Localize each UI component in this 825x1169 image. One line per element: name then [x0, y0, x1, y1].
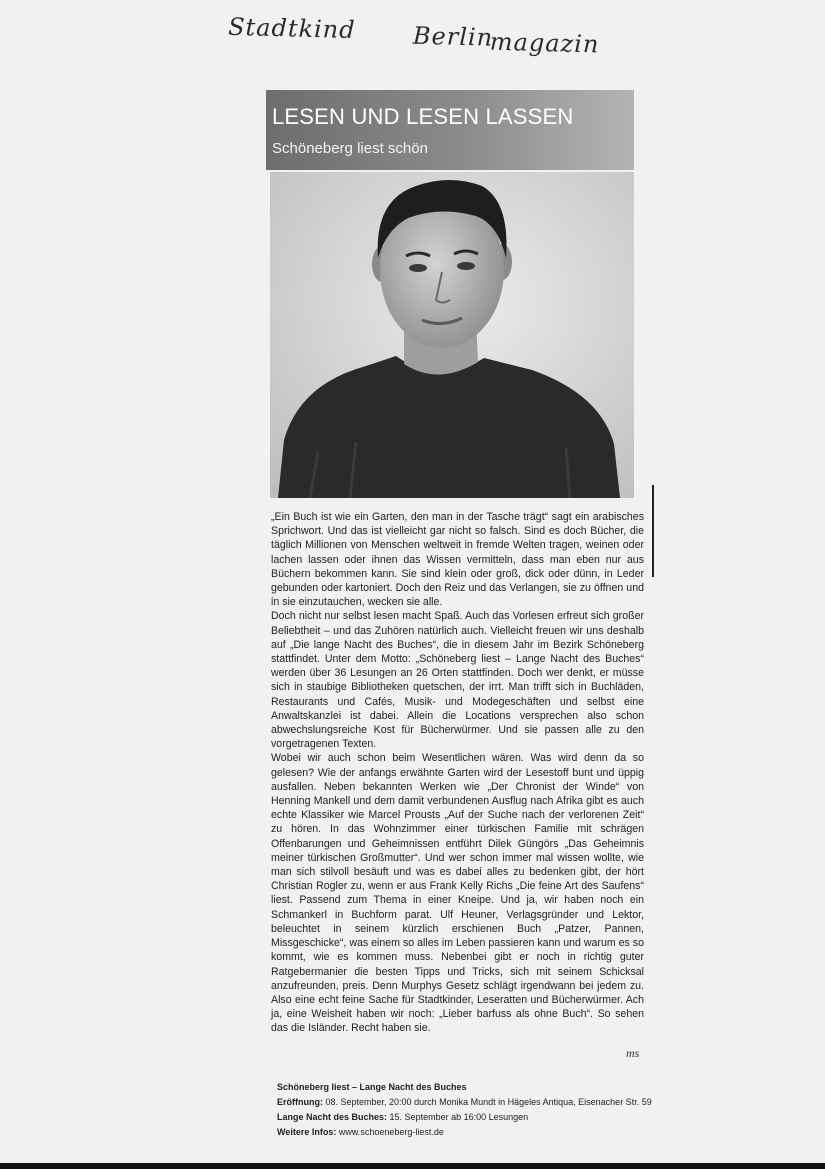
handwritten-note	[227, 7, 628, 65]
article-header	[266, 90, 634, 170]
article-paragraph: „Ein Buch ist wie ein Garten, den man in der Tasche trägt“ sagt ein arabisches Sprichwort. Und das ist vielleicht gar nicht so falsch. Sind es doch Bücher, die täglich Millionen von Menschen weltweit in fremde Welten tragen, weinen oder lachen lassen oder ihnen das Wissen vermitteln, dass man eben nur aus Büchern bekommen kann. Sie sind klein oder groß, dick oder dünn, in Leder gebunden oder kartoniert. Doch den Reiz und das Verlangen, sie zu öffnen und in sie einzutauchen, wecken sie alle.	[271, 511, 644, 609]
night-value: 15. September ab 16:00 Lesungen	[389, 1112, 529, 1122]
event-opening	[277, 1095, 652, 1110]
article-title: LESEN UND LESEN LASSEN	[272, 104, 574, 129]
article-subtitle: Schöneberg liest schön	[272, 140, 428, 157]
portrait-photo	[270, 172, 634, 498]
article-paragraph: Wobei wir auch schon beim Wesentlichen wären. Was wird denn da so gelesen? Wie der anfangs erwähnte Garten wird der Lesestoff bunt und üppig ausfallen. Neben bekannten Werken wie „Der Chronist der Winde“ von Henning Mankell und dem damit verbundenen Ausflug nach Afrika gibt es auch echte Klassiker wie Marcel Prousts „Auf der Suche nach der verlorenen Zeit“ zu hören. In das Wohnzimmer einer türkischen Familie mit schrägen Offenbarungen und Geheimnissen entführt Dilek Güngörs „Das Geheimnis meiner türkischen Großmutter“. Und wer schon immer mal wissen wollte, wie man sich stilvoll besäuft und was es dabei alles zu bedenken gibt, der hört Christian Rogler zu, wenn er aus Frank Kelly Richs „Die feine Art des Saufens“ liest. Passend zum Thema in einer Kneipe. Und ja, wir haben noch ein Schmankerl in Buchform parat. Ulf Heuner, Verlagsgründer und Lektor, beleuchtet in seinem kürzlich erschienen Buch „Patzer, Pannen, Missgeschicke“, was einem so alles im Leben passieren kann und warum es so kommt, wie es kommen muss. Nebenbei gibt er noch in richtig guter Ratgebermanier die besten Tipps und Tricks, sich mit seinem Schicksal anzufreunden, preis. Denn Murphys Gesetz schlägt irgendwann bei jedem zu. Also eine echt feine Sache für Stadtkinder, Leseratten und Bücherwürmer. Ach ja, eine Weisheit haben wir noch: „Lieber barfuss als ohne Buch“. So sehen das die Isländer. Recht haben sie.	[271, 752, 644, 1035]
article-body	[271, 510, 644, 1036]
scan-edge	[0, 1163, 825, 1169]
opening-label: Eröffnung:	[277, 1097, 323, 1107]
event-heading: Schöneberg liest – Lange Nacht des Buches	[277, 1082, 467, 1092]
event-info-box	[277, 1080, 652, 1140]
portrait-illustration	[270, 172, 634, 498]
article-paragraph: Doch nicht nur selbst lesen macht Spaß. Auch das Vorlesen erfreut sich großer Beliebtheit – und das Zuhören natürlich auch. Vielleicht freuen wir uns deshalb auf „Die lange Nacht des Buches“, die in diesem Jahr im Bezirk Schöneberg stattfindet. Unter dem Motto: „Schöneberg liest – Lange Nacht des Buches“ werden über 36 Lesungen an 26 Orten stattfinden. Doch wer denkt, er müsse sich in staubige Bibliotheken quetschen, der irrt. Man trifft sich in Buchläden, Restaurants und Cafés, Musik- und Modegeschäften und selbst eine Anwaltskanzlei ist dabei. Allein die Locations versprechen also schon abwechslungsreiche Kost für Bücherwürmer. Und sie passen alle zu den vorgetragenen Texten.	[271, 610, 644, 751]
event-night	[277, 1110, 637, 1125]
more-info-link: www.schoeneberg-liest.de	[338, 1127, 444, 1137]
opening-value: 08. September, 20:00 durch Monika Mundt in Hägeles Antiqua, Eisenacher Str. 59	[325, 1097, 652, 1107]
handwritten-word: magazin	[489, 27, 600, 59]
column-rule	[652, 485, 654, 577]
handwritten-word: Berlin	[412, 21, 494, 52]
handwritten-word: Stadtkind	[227, 12, 356, 45]
author-signature: ms	[626, 1046, 640, 1060]
event-more-info	[277, 1125, 637, 1140]
night-label: Lange Nacht des Buches:	[277, 1112, 388, 1122]
more-info-label: Weitere Infos:	[277, 1127, 337, 1137]
